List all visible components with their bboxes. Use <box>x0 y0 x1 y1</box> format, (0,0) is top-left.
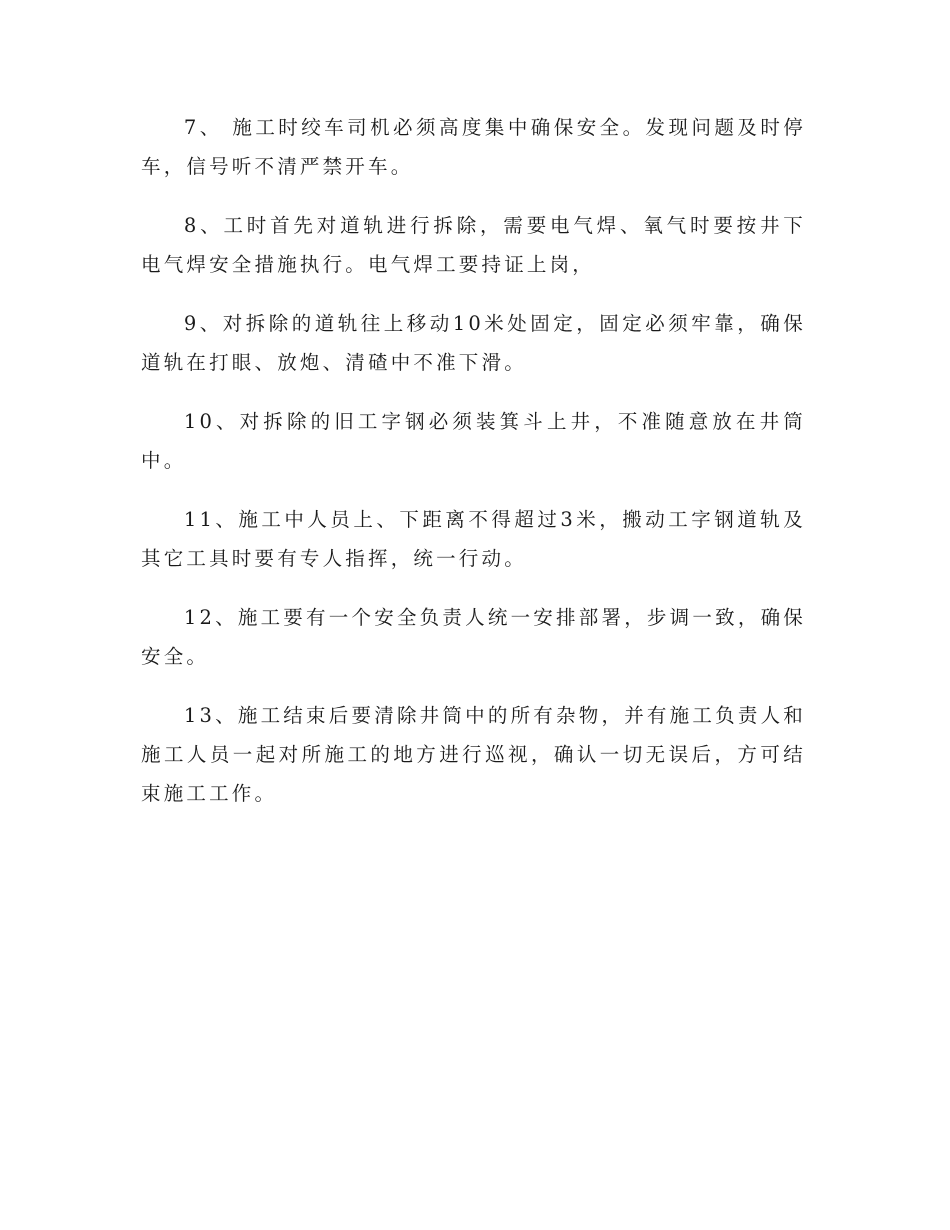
paragraph-item-7: 7、 施工时绞车司机必须高度集中确保安全。发现问题及时停车，信号听不清严禁开车。 <box>141 116 806 178</box>
paragraph-item-10: 10、对拆除的旧工字钢必须装箕斗上井，不准随意放在井筒中。 <box>141 410 806 472</box>
document-body <box>141 108 806 833</box>
paragraph-item-12: 12、施工要有一个安全负责人统一安排部署，步调一致，确保安全。 <box>141 606 806 668</box>
paragraph-item-9: 9、对拆除的道轨往上移动10米处固定，固定必须牢靠，确保道轨在打眼、放炮、清碴中不准下滑。 <box>141 312 806 374</box>
paragraph-item-8: 8、工时首先对道轨进行拆除，需要电气焊、氧气时要按井下电气焊安全措施执行。电气焊工要持证上岗， <box>141 214 806 276</box>
paragraph-item-13: 13、施工结束后要清除井筒中的所有杂物，并有施工负责人和施工人员一起对所施工的地方进行巡视，确认一切无误后，方可结束施工工作。 <box>141 704 806 805</box>
paragraph-item-11: 11、施工中人员上、下距离不得超过3米，搬动工字钢道轨及其它工具时要有专人指挥，统一行动。 <box>141 508 806 570</box>
